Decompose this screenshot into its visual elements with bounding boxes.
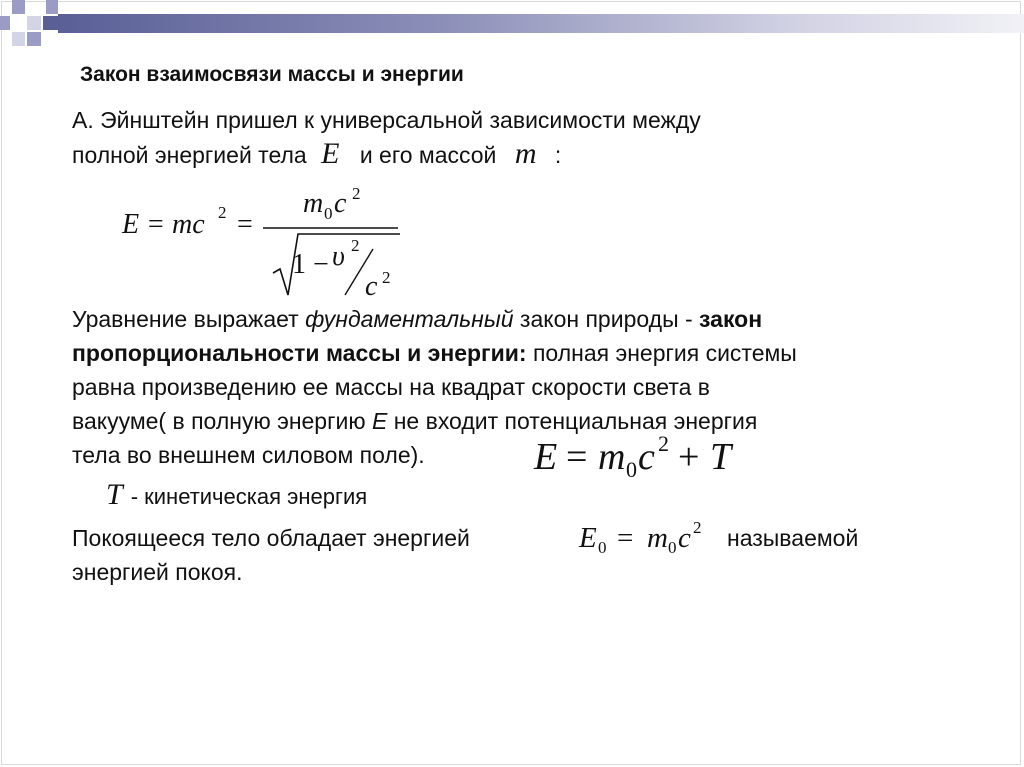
decor-square: [27, 32, 41, 46]
rest-m: m: [647, 522, 668, 554]
formula-lhs: E = mc: [122, 209, 205, 240]
formula-numerator-c: c: [334, 188, 347, 219]
corner-decoration: [0, 0, 64, 56]
para-italic: Е: [371, 408, 388, 434]
total-T: T: [710, 436, 732, 478]
energy-symbol: E: [321, 137, 340, 170]
total-c: c: [638, 436, 655, 478]
formula-upsilon: υ: [332, 241, 345, 272]
rest-text: называемой: [727, 525, 859, 551]
total-sub0: 0: [626, 457, 637, 482]
formula-lhs-sup: 2: [218, 203, 227, 222]
formula-eq: =: [237, 209, 253, 240]
total-m: m: [598, 436, 626, 478]
rest-c: c: [678, 522, 691, 554]
formula-relativistic-energy: [110, 185, 410, 303]
rest-m-sub0: 0: [668, 538, 677, 557]
rest-E-sub0: 0: [598, 538, 607, 557]
formula-denominator-c: c: [365, 271, 378, 302]
decor-square: [43, 16, 58, 30]
total-eq: =: [566, 436, 588, 478]
para-text: вакууме( в полную энергию: [72, 408, 372, 434]
formula-upsilon-sup: 2: [351, 236, 360, 255]
decor-square: [27, 16, 41, 30]
formula-one-minus: 1 −: [292, 249, 329, 280]
kinetic-text: - кинетическая энергия: [130, 484, 368, 509]
intro-line-1: [72, 103, 701, 137]
formula-numerator-sup: 2: [352, 184, 361, 203]
intro-text: А. Эйнштейн пришел к универсальной зависимости между: [72, 107, 701, 133]
formula-total-energy: [530, 432, 760, 482]
rest-text: Покоящееся тело обладает энергией: [72, 525, 470, 551]
para-line-3: равна произведению ее массы на квадрат скорости света в: [72, 374, 711, 400]
kinetic-symbol: T: [106, 478, 123, 511]
decor-square: [46, 0, 58, 14]
rest-sup2: 2: [693, 518, 702, 537]
slide-title: Закон взаимосвязи массы и энергии: [80, 63, 464, 86]
mass-symbol: m: [514, 137, 537, 170]
para-text: Уравнение выражает: [72, 306, 306, 332]
decor-square: [12, 0, 25, 14]
rest-line-1-end: [727, 521, 858, 555]
decor-square: [12, 32, 25, 46]
para-line-1: [72, 302, 762, 336]
para-bold: закон: [699, 306, 763, 332]
colon: :: [554, 142, 562, 168]
para-text: не входит потенциальная энергия: [387, 408, 758, 434]
para-italic: фундаментальный: [305, 306, 514, 332]
intro-text: полной энергией тела: [72, 142, 307, 168]
rest-eq: =: [617, 522, 634, 554]
para-line-2: [72, 336, 797, 370]
formula-numerator-sub: 0: [324, 204, 333, 223]
para-line-5: тела во внешнем силовом поле).: [72, 442, 425, 468]
rest-E: E: [579, 522, 597, 554]
formula-denominator-sup: 2: [382, 268, 391, 287]
header-gradient-bar: [58, 14, 1024, 33]
kinetic-line: [106, 478, 367, 514]
formula-rest-energy: [575, 518, 725, 560]
total-E: E: [534, 436, 558, 478]
total-sup2: 2: [658, 431, 669, 456]
para-text: закон природы -: [513, 306, 700, 332]
formula-numerator-m: m: [303, 188, 324, 219]
intro-line-2: [72, 137, 561, 172]
rest-line-1: [72, 521, 470, 555]
para-text: полная энергия системы: [526, 340, 797, 366]
decor-square: [0, 16, 10, 30]
rest-line-2: энергией покоя.: [72, 559, 243, 585]
total-plus: +: [678, 436, 700, 478]
intro-text: и его массой: [359, 142, 497, 168]
para-bold: пропорциональности массы и энергии:: [72, 340, 527, 366]
